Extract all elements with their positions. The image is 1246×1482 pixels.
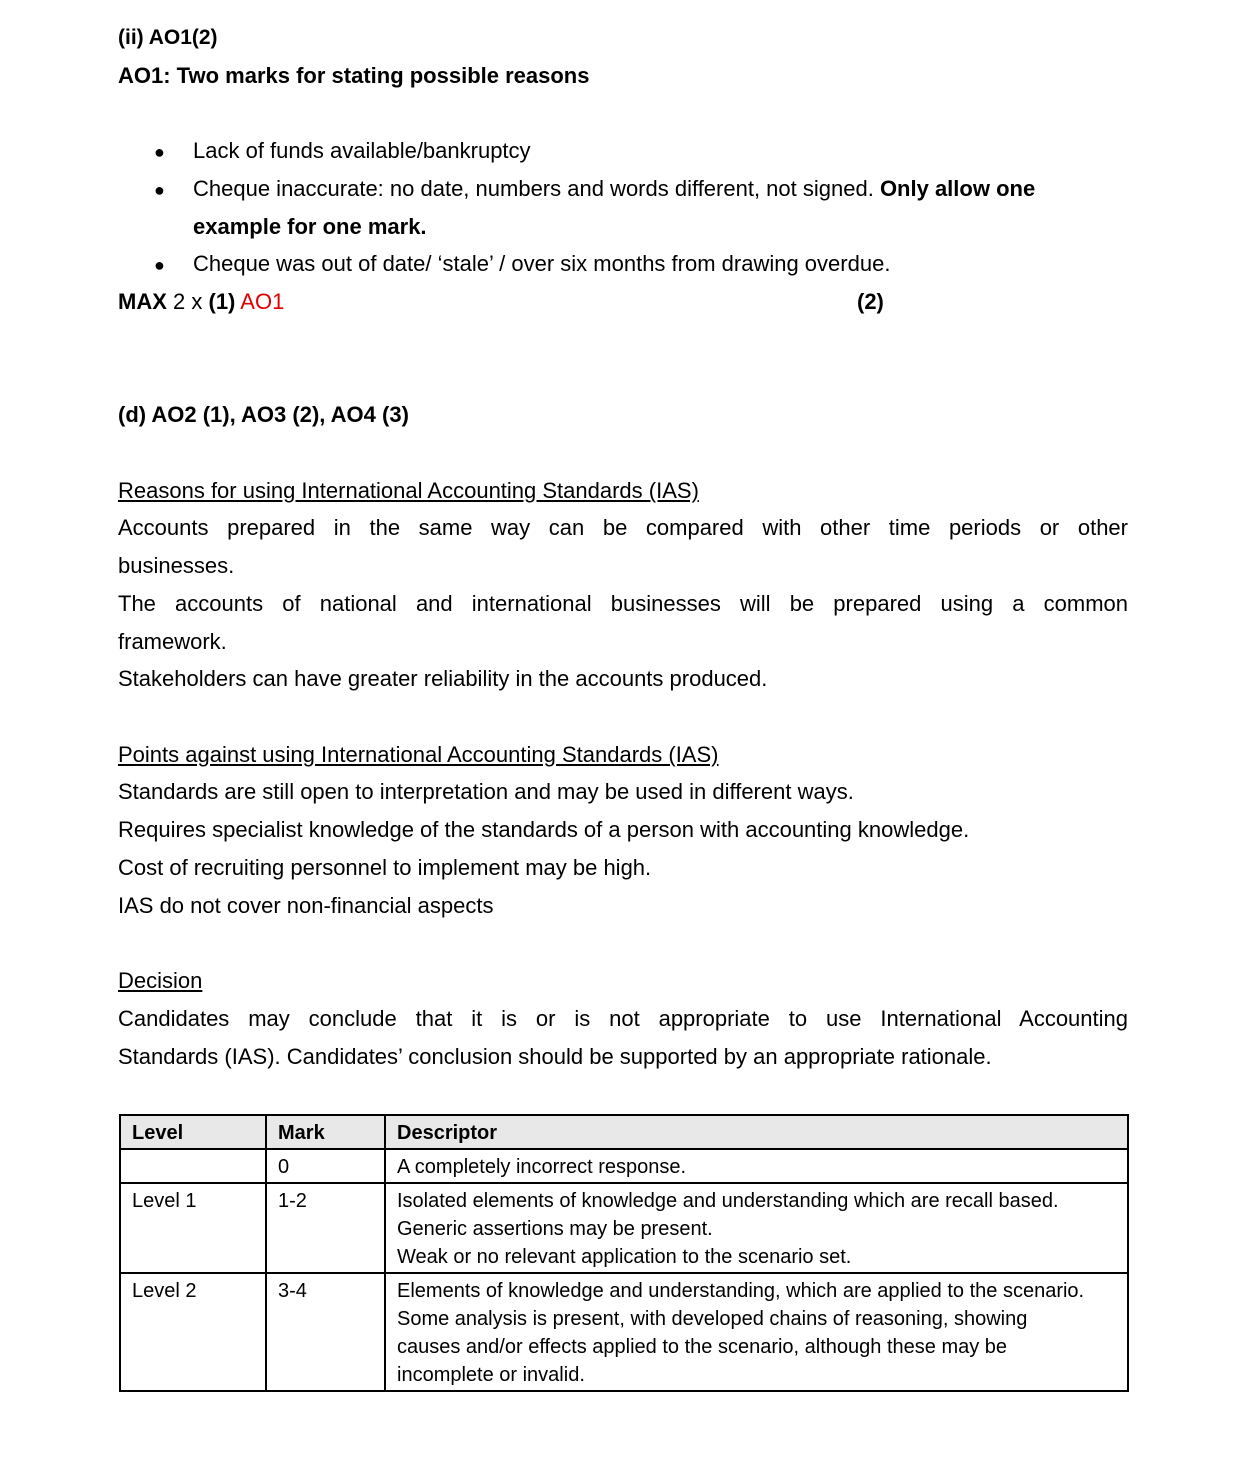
- decision-line: Standards (IAS). Candidates’ conclusion should be supported by an appropriate rationale.: [118, 1044, 992, 1069]
- part-d-heading: (d) AO2 (1), AO3 (2), AO4 (3): [118, 402, 409, 427]
- reason-line: Accounts prepared in the same way can be compared with other time periods or other: [118, 515, 1128, 540]
- against-line: Standards are still open to interpretation and may be used in different ways.: [118, 779, 854, 804]
- level-cell: Level 2: [120, 1273, 266, 1391]
- part-ii-heading: (ii) AO1(2): [118, 26, 218, 49]
- descriptor-line: Generic assertions may be present.: [397, 1218, 713, 1240]
- max-line: [118, 287, 284, 317]
- descriptor-cell: [385, 1149, 1128, 1183]
- level-cell: Level 1: [120, 1183, 266, 1273]
- max-one: (1): [208, 289, 236, 314]
- decision-heading: Decision: [118, 968, 203, 993]
- bullet-text: Cheque inaccurate: no date, numbers and words different, not signed.: [193, 176, 874, 201]
- against-line: Cost of recruiting personnel to implement may be high.: [118, 855, 652, 880]
- header-descriptor: Descriptor: [385, 1115, 1128, 1149]
- level-cell: [120, 1149, 266, 1183]
- descriptor-line: Elements of knowledge and understanding, which are applied to the scenario.: [397, 1280, 1085, 1302]
- descriptor-line: Some analysis is present, with developed chains of reasoning, showing causes and/or effects applied to the scenario, although these may be incomplete or invalid.: [397, 1308, 1028, 1386]
- against-line: Requires specialist knowledge of the standards of a person with accounting knowledge.: [118, 817, 970, 842]
- descriptor-cell: [385, 1273, 1128, 1391]
- total-marks: (2): [857, 289, 884, 314]
- max-ao: AO1: [240, 289, 285, 314]
- descriptor-line: Weak or no relevant application to the scenario set.: [397, 1246, 852, 1268]
- max-label: MAX: [118, 289, 167, 314]
- mark-cell: 0: [266, 1149, 385, 1183]
- bullet-bold-note: Only allow one: [879, 176, 1036, 201]
- bullet-icon: ●: [154, 255, 165, 275]
- against-line: IAS do not cover non-financial aspects: [118, 893, 494, 918]
- part-ii-subheading: AO1: Two marks for stating possible reasons: [118, 63, 590, 88]
- table-row: [120, 1183, 1128, 1273]
- descriptor-line: A completely incorrect response.: [397, 1156, 687, 1178]
- reasons-heading: Reasons for using International Accounting Standards (IAS): [118, 478, 699, 503]
- descriptor-cell: [385, 1183, 1128, 1273]
- table-row: [120, 1273, 1128, 1391]
- reason-line: Stakeholders can have greater reliability in the accounts produced.: [118, 666, 768, 691]
- reason-line: framework.: [118, 629, 227, 654]
- mark-cell: 1-2: [266, 1183, 385, 1273]
- max-mult: 2 x: [173, 289, 203, 314]
- bullet-item: Lack of funds available/bankruptcy: [193, 138, 531, 163]
- bullet-bold-note-cont: example for one mark.: [193, 214, 427, 239]
- reason-line: The accounts of national and international businesses will be prepared using a common: [118, 591, 1128, 616]
- mark-cell: 3-4: [266, 1273, 385, 1391]
- decision-line: Candidates may conclude that it is or is not appropriate to use International Accounting: [118, 1006, 1128, 1031]
- bullet-item: [193, 174, 1035, 204]
- header-level: Level: [120, 1115, 266, 1149]
- table-header-row: [120, 1115, 1128, 1149]
- bullet-item: Cheque was out of date/ ‘stale’ / over six months from drawing overdue.: [193, 251, 891, 276]
- against-heading: Points against using International Accounting Standards (IAS): [118, 742, 719, 767]
- header-mark: Mark: [266, 1115, 385, 1149]
- levels-table: [119, 1114, 1129, 1392]
- table-row: [120, 1149, 1128, 1183]
- bullet-icon: ●: [154, 142, 165, 162]
- reason-line: businesses.: [118, 553, 235, 578]
- descriptor-line: Isolated elements of knowledge and understanding which are recall based.: [397, 1190, 1059, 1212]
- bullet-icon: ●: [154, 180, 165, 200]
